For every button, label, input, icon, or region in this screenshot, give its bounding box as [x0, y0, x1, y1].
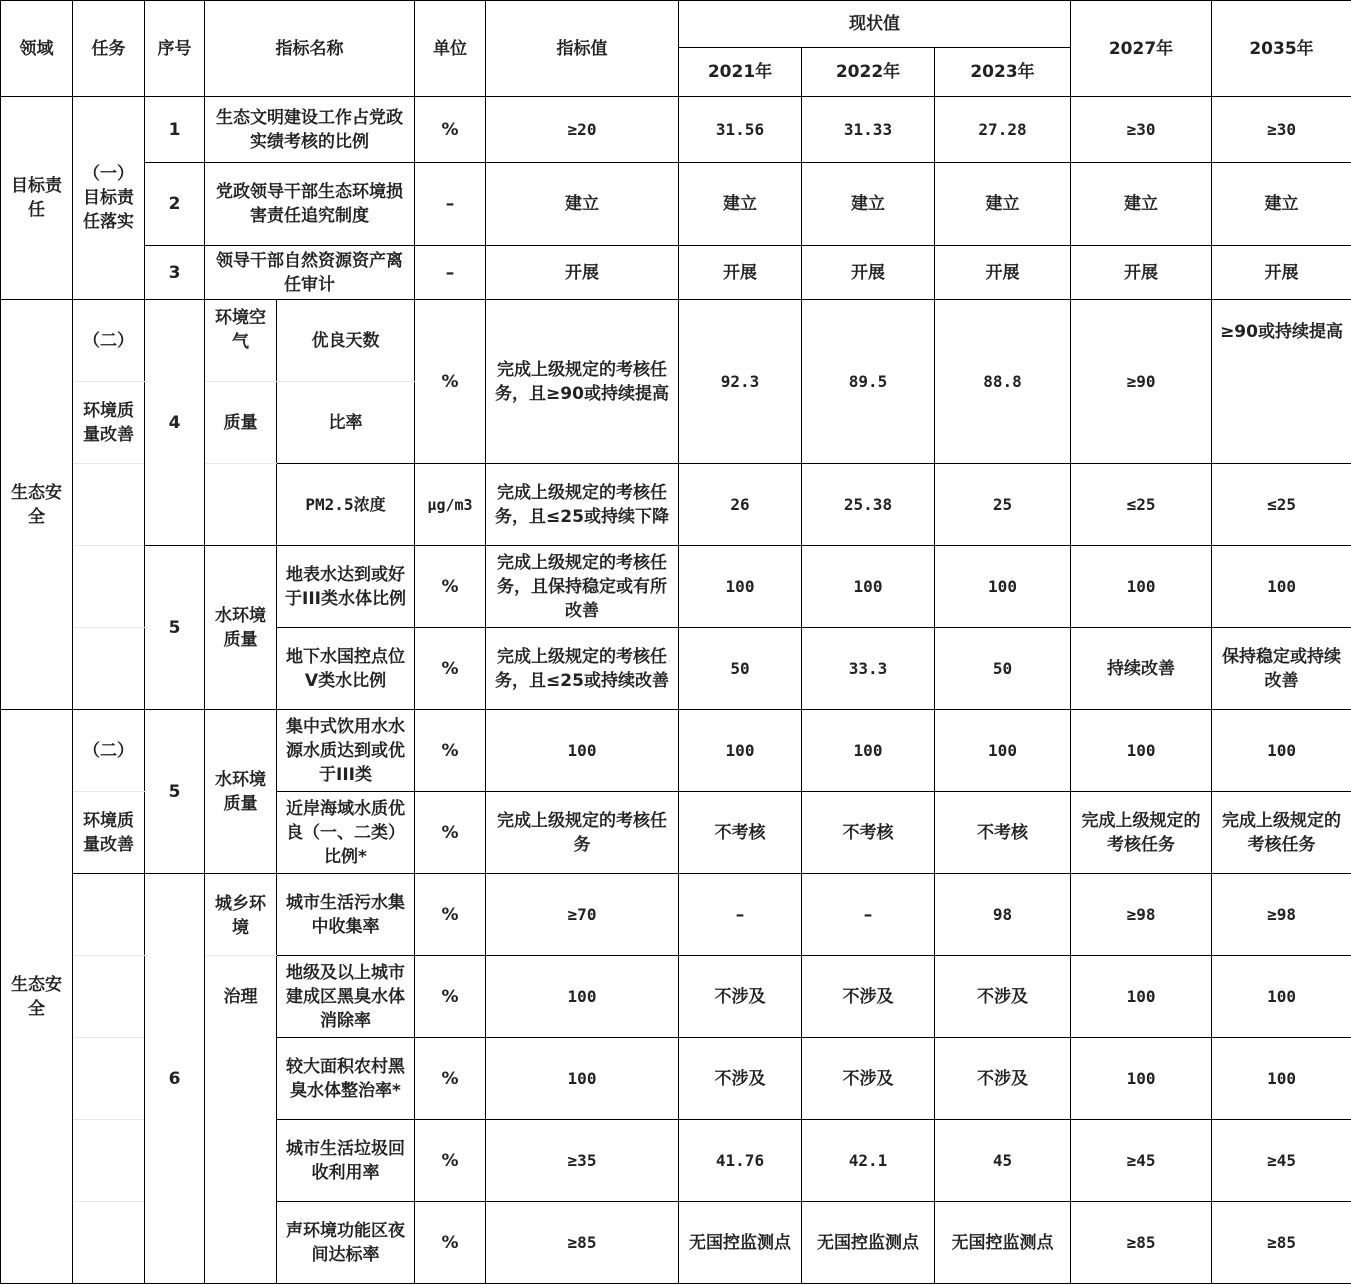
unit-cell: –	[415, 163, 486, 246]
unit-cell: –	[415, 246, 486, 300]
category-blank	[205, 464, 277, 546]
value-2021: 100	[679, 546, 802, 628]
header-row	[1, 1, 1351, 48]
target-cell: ≥20	[486, 97, 679, 163]
indicator-name: 城市生活垃圾回收利用率	[277, 1120, 415, 1202]
header-domain: 领域	[1, 1, 73, 97]
value-2027: 开展	[1071, 246, 1212, 300]
category-blank	[205, 1202, 277, 1284]
target-cell: ≥85	[486, 1202, 679, 1284]
category-water: 水环境质量	[205, 546, 277, 710]
category-air-b: 质量	[205, 382, 277, 464]
target-cell: 100	[486, 710, 679, 792]
target-cell: 完成上级规定的考核任务	[486, 792, 679, 874]
seq-cell: 1	[145, 97, 205, 163]
value-2027: ≥90	[1071, 300, 1212, 464]
unit-cell: %	[415, 874, 486, 956]
value-2035: ≥45	[1212, 1120, 1351, 1202]
value-2023: 100	[935, 546, 1071, 628]
value-2021: 26	[679, 464, 802, 546]
indicator-name-b: 比率	[277, 382, 415, 464]
value-2022: 不考核	[802, 792, 935, 874]
table-row	[1, 300, 1351, 382]
header-indicator: 指标名称	[205, 1, 415, 97]
value-2035: 100	[1212, 956, 1351, 1038]
value-2021: 无国控监测点	[679, 1202, 802, 1284]
target-cell: 开展	[486, 246, 679, 300]
value-2022: 33.3	[802, 628, 935, 710]
task-blank	[73, 546, 145, 628]
indicator-name: 地下水国控点位V类水比例	[277, 628, 415, 710]
target-cell: 建立	[486, 163, 679, 246]
seq-cell: 5	[145, 546, 205, 710]
value-2035: ≤25	[1212, 464, 1351, 546]
value-2022: 建立	[802, 163, 935, 246]
indicator-name: 较大面积农村黑臭水体整治率*	[277, 1038, 415, 1120]
task-label-a: （二）	[73, 300, 145, 382]
domain-cell: 生态安全	[1, 710, 73, 1284]
value-2022: 42.1	[802, 1120, 935, 1202]
unit-cell: %	[415, 300, 486, 464]
value-2021: 50	[679, 628, 802, 710]
unit-cell: %	[415, 710, 486, 792]
target-cell: ≥70	[486, 874, 679, 956]
unit-cell: %	[415, 1038, 486, 1120]
seq-cell: 6	[145, 874, 205, 1284]
task-blank	[73, 1120, 145, 1202]
header-2022: 2022年	[802, 48, 935, 97]
table-row	[1, 874, 1351, 956]
value-2035: ≥85	[1212, 1202, 1351, 1284]
value-2035: ≥90或持续提高	[1212, 300, 1351, 464]
target-cell: ≥35	[486, 1120, 679, 1202]
target-cell: 100	[486, 1038, 679, 1120]
seq-cell: 2	[145, 163, 205, 246]
header-target: 指标值	[486, 1, 679, 97]
indicator-name: 生态文明建设工作占党政实绩考核的比例	[205, 97, 415, 163]
value-2027: 100	[1071, 956, 1212, 1038]
seq-cell: 4	[145, 300, 205, 546]
unit-cell: μg/m3	[415, 464, 486, 546]
value-2022: 100	[802, 710, 935, 792]
value-2035: 完成上级规定的考核任务	[1212, 792, 1351, 874]
value-2023: 100	[935, 710, 1071, 792]
indicator-name-a: 优良天数	[277, 300, 415, 382]
category-water: 水环境质量	[205, 710, 277, 874]
target-cell: 100	[486, 956, 679, 1038]
value-2035: 建立	[1212, 163, 1351, 246]
unit-cell: %	[415, 628, 486, 710]
header-2035: 2035年	[1212, 1, 1351, 97]
value-2027: 100	[1071, 1038, 1212, 1120]
category-urban-b: 治理	[205, 956, 277, 1038]
value-2035: 100	[1212, 1038, 1351, 1120]
value-2021: 不考核	[679, 792, 802, 874]
task-blank	[73, 1202, 145, 1284]
value-2023: 不考核	[935, 792, 1071, 874]
seq-cell: 5	[145, 710, 205, 874]
value-2023: 98	[935, 874, 1071, 956]
task-blank	[73, 464, 145, 546]
value-2027: ≥30	[1071, 97, 1212, 163]
value-2035: 保持稳定或持续改善	[1212, 628, 1351, 710]
indicator-name: 地表水达到或好于III类水体比例	[277, 546, 415, 628]
value-2021: 建立	[679, 163, 802, 246]
indicator-name: 城市生活污水集中收集率	[277, 874, 415, 956]
header-unit: 单位	[415, 1, 486, 97]
unit-cell: %	[415, 956, 486, 1038]
domain-cell: 目标责任	[1, 97, 73, 300]
value-2021: 不涉及	[679, 1038, 802, 1120]
value-2027: 持续改善	[1071, 628, 1212, 710]
value-2023: 建立	[935, 163, 1071, 246]
value-2035: 100	[1212, 546, 1351, 628]
task-blank	[73, 1038, 145, 1120]
value-2035: 100	[1212, 710, 1351, 792]
value-2022: 25.38	[802, 464, 935, 546]
domain-cell: 生态安全	[1, 300, 73, 710]
value-2027: 100	[1071, 710, 1212, 792]
indicator-name: 近岸海域水质优良（一、二类）比例*	[277, 792, 415, 874]
value-2027: 100	[1071, 546, 1212, 628]
value-2023: 25	[935, 464, 1071, 546]
category-blank	[205, 1038, 277, 1120]
table-row	[1, 97, 1351, 163]
task-blank	[73, 874, 145, 956]
value-2021: –	[679, 874, 802, 956]
table-row	[1, 163, 1351, 246]
task-blank	[73, 628, 145, 710]
value-2022: 不涉及	[802, 956, 935, 1038]
value-2022: 31.33	[802, 97, 935, 163]
value-2023: 不涉及	[935, 956, 1071, 1038]
target-cell: 完成上级规定的考核任务，且≥90或持续提高	[486, 300, 679, 464]
unit-cell: %	[415, 792, 486, 874]
value-2027: 建立	[1071, 163, 1212, 246]
header-2021: 2021年	[679, 48, 802, 97]
category-urban-a: 城乡环境	[205, 874, 277, 956]
value-2027: ≥98	[1071, 874, 1212, 956]
category-air-a: 环境空气	[205, 300, 277, 382]
value-2035: ≥30	[1212, 97, 1351, 163]
table-row	[1, 710, 1351, 792]
value-2023: 27.28	[935, 97, 1071, 163]
value-2023: 无国控监测点	[935, 1202, 1071, 1284]
header-seq: 序号	[145, 1, 205, 97]
value-2021: 开展	[679, 246, 802, 300]
indicator-name: 领导干部自然资源资产离任审计	[205, 246, 415, 300]
task-label-b: 环境质量改善	[73, 382, 145, 464]
unit-cell: %	[415, 1202, 486, 1284]
header-current: 现状值	[679, 1, 1071, 48]
value-2021: 41.76	[679, 1120, 802, 1202]
target-cell: 完成上级规定的考核任务，且保持稳定或有所改善	[486, 546, 679, 628]
indicator-name: 声环境功能区夜间达标率	[277, 1202, 415, 1284]
header-2027: 2027年	[1071, 1, 1212, 97]
value-2021: 92.3	[679, 300, 802, 464]
value-2021: 不涉及	[679, 956, 802, 1038]
header-2023: 2023年	[935, 48, 1071, 97]
value-2023: 开展	[935, 246, 1071, 300]
category-blank	[205, 1120, 277, 1202]
value-2023: 50	[935, 628, 1071, 710]
target-cell: 完成上级规定的考核任务，且≤25或持续改善	[486, 628, 679, 710]
value-2022: 100	[802, 546, 935, 628]
table-row	[1, 546, 1351, 628]
seq-cell: 3	[145, 246, 205, 300]
value-2023: 不涉及	[935, 1038, 1071, 1120]
value-2035: ≥98	[1212, 874, 1351, 956]
header-task: 任务	[73, 1, 145, 97]
value-2022: 无国控监测点	[802, 1202, 935, 1284]
unit-cell: %	[415, 1120, 486, 1202]
value-2023: 88.8	[935, 300, 1071, 464]
table-row	[1, 246, 1351, 300]
value-2021: 31.56	[679, 97, 802, 163]
value-2022: –	[802, 874, 935, 956]
value-2022: 开展	[802, 246, 935, 300]
unit-cell: %	[415, 97, 486, 163]
task-label-a: （二）	[73, 710, 145, 792]
indicator-name: 党政领导干部生态环境损害责任追究制度	[205, 163, 415, 246]
value-2027: 完成上级规定的考核任务	[1071, 792, 1212, 874]
indicator-name: 地级及以上城市建成区黑臭水体消除率	[277, 956, 415, 1038]
unit-cell: %	[415, 546, 486, 628]
task-blank	[73, 956, 145, 1038]
task-cell: （一）目标责任落实	[73, 97, 145, 300]
target-cell: 完成上级规定的考核任务，且≤25或持续下降	[486, 464, 679, 546]
value-2027: ≥85	[1071, 1202, 1212, 1284]
value-2023: 45	[935, 1120, 1071, 1202]
task-label-b: 环境质量改善	[73, 792, 145, 874]
value-2022: 不涉及	[802, 1038, 935, 1120]
value-2027: ≥45	[1071, 1120, 1212, 1202]
value-2021: 100	[679, 710, 802, 792]
value-2027: ≤25	[1071, 464, 1212, 546]
value-2022: 89.5	[802, 300, 935, 464]
indicator-name: PM2.5浓度	[277, 464, 415, 546]
value-2035: 开展	[1212, 246, 1351, 300]
indicator-name: 集中式饮用水水源水质达到或优于III类	[277, 710, 415, 792]
